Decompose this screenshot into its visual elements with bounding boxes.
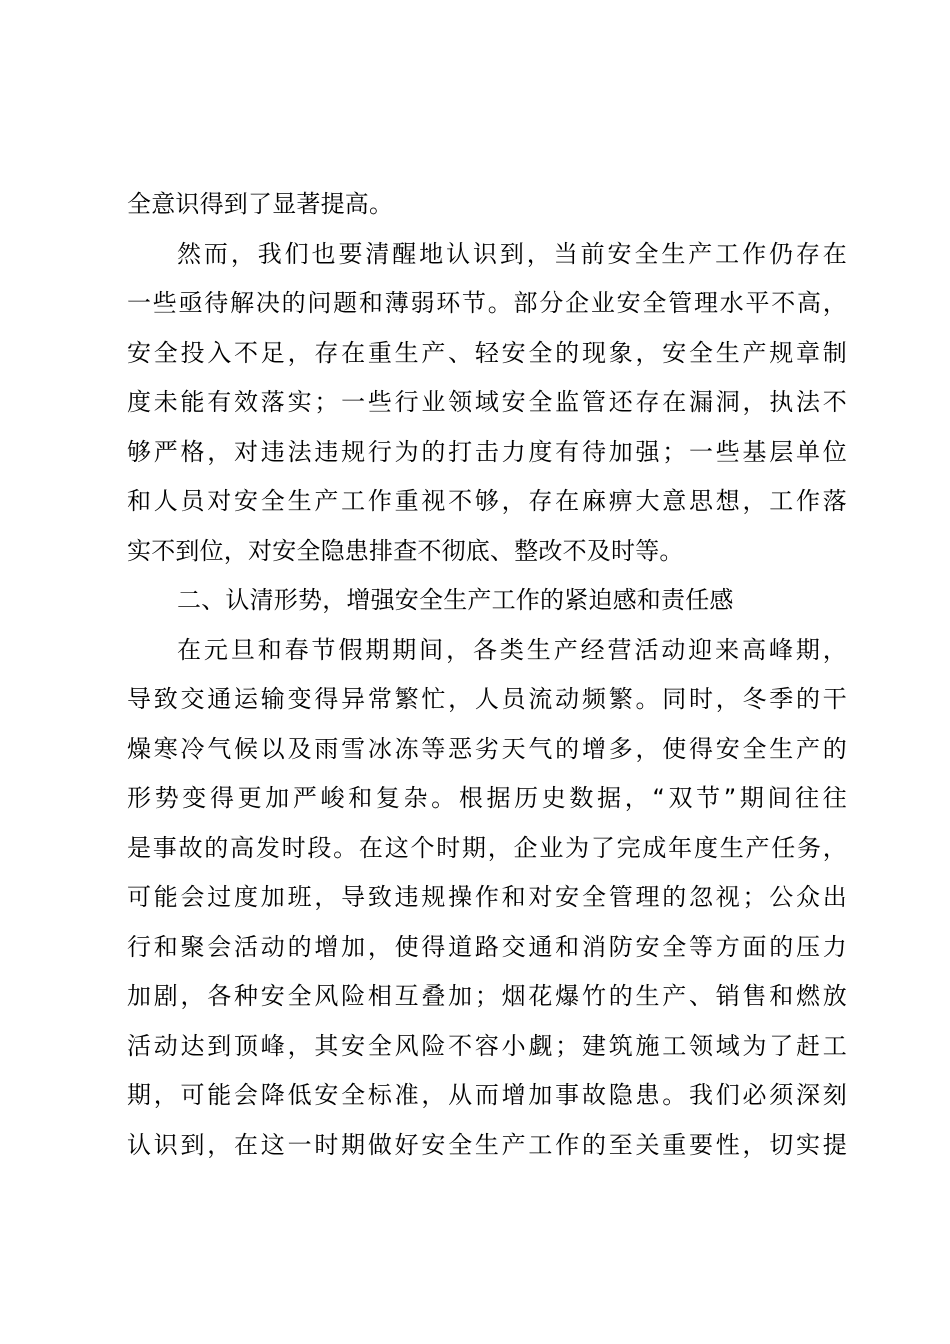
paragraph-start-line: 然而，我们也要清醒地认识到，当前安全生产工作仍存在 bbox=[177, 239, 847, 268]
text-line: 安全投入不足，存在重生产、轻安全的现象，安全生产规章制 bbox=[127, 338, 847, 367]
section-heading: 二、认清形势，增强安全生产工作的紧迫感和责任感 bbox=[177, 586, 734, 614]
text-line: 行和聚会活动的增加，使得道路交通和消防安全等方面的压力 bbox=[127, 932, 847, 961]
text-line: 期，可能会降低安全标准，从而增加事故隐患。我们必须深刻 bbox=[127, 1081, 847, 1109]
text-line: 活动达到顶峰，其安全风险不容小觑；建筑施工领域为了赶工 bbox=[127, 1031, 847, 1060]
text-line: 认识到，在这一时期做好安全生产工作的至关重要性，切实提 bbox=[127, 1130, 847, 1159]
document-body bbox=[127, 180, 847, 1170]
text-line: 形势变得更加严峻和复杂。根据历史数据，“双节”期间往往 bbox=[127, 784, 847, 812]
text-line: 实不到位，对安全隐患排查不彻底、整改不及时等。 bbox=[127, 536, 684, 565]
text-line: 全意识得到了显著提高。 bbox=[127, 190, 394, 218]
text-line: 一些亟待解决的问题和薄弱环节。部分企业安全管理水平不高， bbox=[127, 289, 847, 317]
text-line: 度未能有效落实；一些行业领域安全监管还存在漏洞，执法不 bbox=[127, 388, 847, 416]
text-line: 导致交通运输变得异常繁忙，人员流动频繁。同时，冬季的干 bbox=[127, 685, 847, 713]
text-line: 和人员对安全生产工作重视不够，存在麻痹大意思想，工作落 bbox=[127, 487, 847, 515]
text-line: 燥寒冷气候以及雨雪冰冻等恶劣天气的增多，使得安全生产的 bbox=[127, 734, 847, 763]
text-line: 加剧，各种安全风险相互叠加；烟花爆竹的生产、销售和燃放 bbox=[127, 982, 847, 1010]
text-line: 可能会过度加班，导致违规操作和对安全管理的忽视；公众出 bbox=[127, 883, 847, 911]
paragraph-start-line: 在元旦和春节假期期间，各类生产经营活动迎来高峰期， bbox=[177, 635, 847, 664]
text-line: 是事故的高发时段。在这个时期，企业为了完成年度生产任务， bbox=[127, 833, 847, 862]
text-line: 够严格，对违法违规行为的打击力度有待加强；一些基层单位 bbox=[127, 437, 847, 466]
